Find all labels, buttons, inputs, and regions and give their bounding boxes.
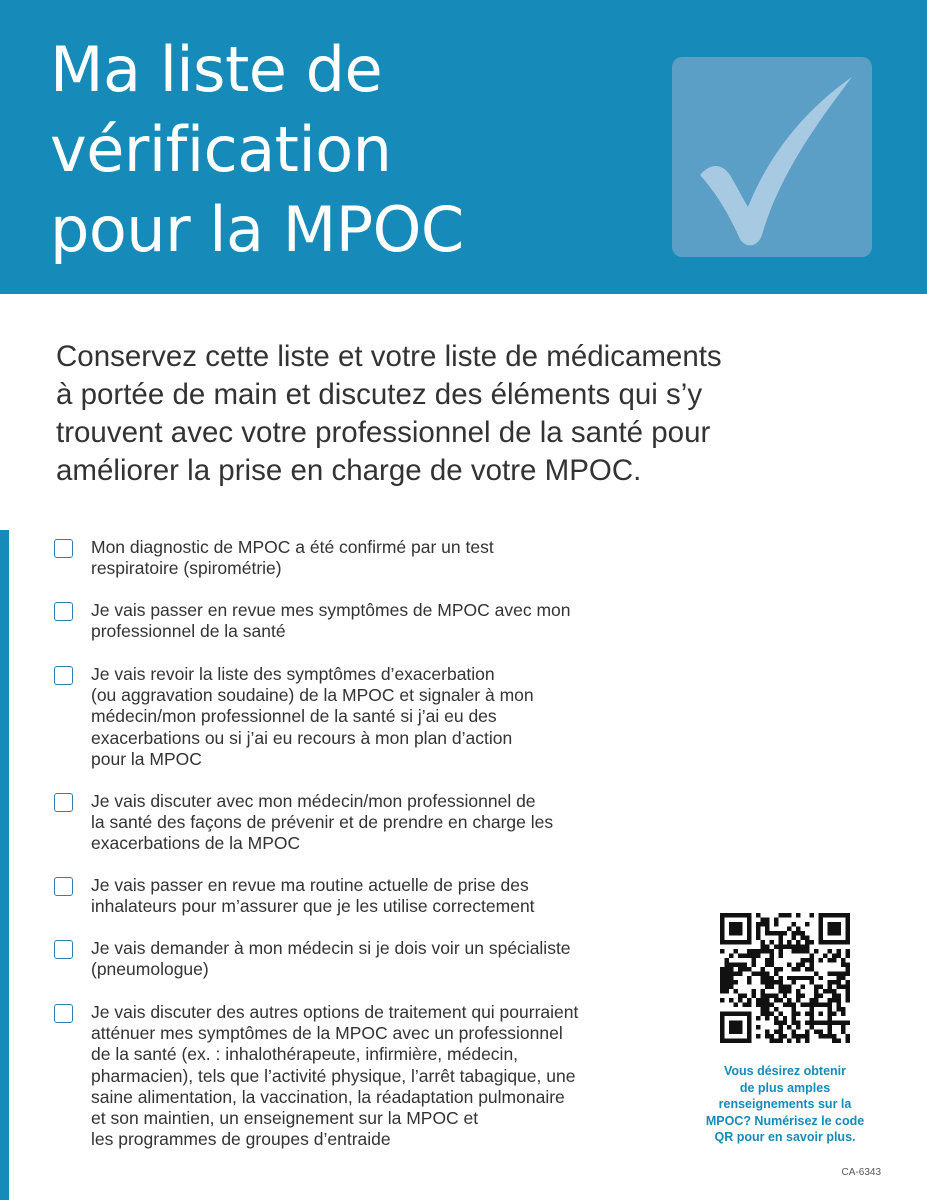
intro-line: améliorer la prise en charge de votre MPOC. [56,454,642,487]
qr-caption-line: QR pour en savoir plus. [714,1130,856,1144]
checklist-item-text [91,875,535,917]
intro-line: trouvent avec votre professionnel de la santé pour [56,416,711,449]
checklist-item-line: la santé des façons de prévenir et de prendre en charge les [91,812,554,833]
checklist-item-line: Je vais demander à mon médecin si je dois voir un spécialiste [91,938,571,958]
intro-line: à portée de main et discutez des éléments qui s’y [56,378,703,411]
checklist-item-line: exacerbations ou si j’ai eu recours à mon plan d’action [91,727,513,748]
checklist-item-text [91,537,494,579]
qr-caption-line: MPOC? Numérisez le code [705,1113,865,1128]
intro-line: Conservez cette liste et votre liste de médicaments [56,340,722,373]
qr-caption-line: Vous désirez obtenir [723,1064,846,1078]
checklist-item-line: Je vais passer en revue mes symptômes de MPOC avec mon [91,600,571,620]
checkbox[interactable] [54,539,73,558]
title-line: vérification [50,113,392,186]
checklist-item-line: exacerbations de la MPOC [91,833,301,854]
title-line: Ma liste de [50,33,383,106]
qr-caption [690,1063,880,1146]
checklist-item-line: médecin/mon professionnel de la santé si j’ai eu des [91,706,497,727]
checklist-item-text [91,600,571,642]
checklist-item-text [91,1002,578,1150]
checkbox[interactable] [54,1004,73,1023]
checkbox[interactable] [54,877,73,896]
checklist-item-line: (ou aggravation soudaine) de la MPOC et signaler à mon [91,685,534,706]
title-line: pour la MPOC [50,193,464,266]
checklist-item-line: Je vais discuter des autres options de traitement qui pourraient [91,1002,579,1022]
checklist-item-line: les programmes de groupes d’entraide [91,1129,391,1150]
checklist-item-line: Je vais revoir la liste des symptômes d’exacerbation [91,664,495,684]
checklist-item-line: (pneumologue) [91,959,209,980]
qr-code [720,913,850,1043]
qr-caption-line: de plus amples [739,1080,831,1095]
checklist-item-line: pharmacien), tels que l’activité physique, l’arrêt tabagique, une [91,1065,576,1086]
checklist-item-line: respiratoire (spirométrie) [91,558,282,579]
checkbox[interactable] [54,602,73,621]
checklist-item-line: saine alimentation, la vaccination, la réadaptation pulmonaire [91,1086,565,1107]
checklist-item-text [91,664,534,770]
checklist-item-line: Mon diagnostic de MPOC a été confirmé par un test [91,537,494,557]
checkbox[interactable] [54,666,73,685]
checklist-item-line: Je vais discuter avec mon médecin/mon professionnel de [91,791,536,811]
qr-caption-line: renseignements sur la [718,1097,852,1111]
checklist-item-text [91,938,571,980]
checklist-item-line: pour la MPOC [91,748,202,769]
qr-code-icon [720,913,850,1043]
checklist-item-line: Je vais passer en revue ma routine actuelle de prise des [91,875,529,895]
checklist-item-line: atténuer mes symptômes de la MPOC avec un professionnel [91,1023,563,1044]
checklist-item-text [91,791,553,855]
checkbox[interactable] [54,793,73,812]
checklist-item-line: inhalateurs pour m’assurer que je les utilise correctement [91,896,535,917]
document-code: CA-6343 [841,1167,881,1178]
checklist-item-line: professionnel de la santé [91,621,286,642]
checklist-item-line: de la santé (ex. : inhalothérapeute, infirmière, médecin, [91,1044,519,1065]
checklist-item-line: et son maintien, un enseignement sur la MPOC et [91,1108,479,1129]
checkbox[interactable] [54,940,73,959]
